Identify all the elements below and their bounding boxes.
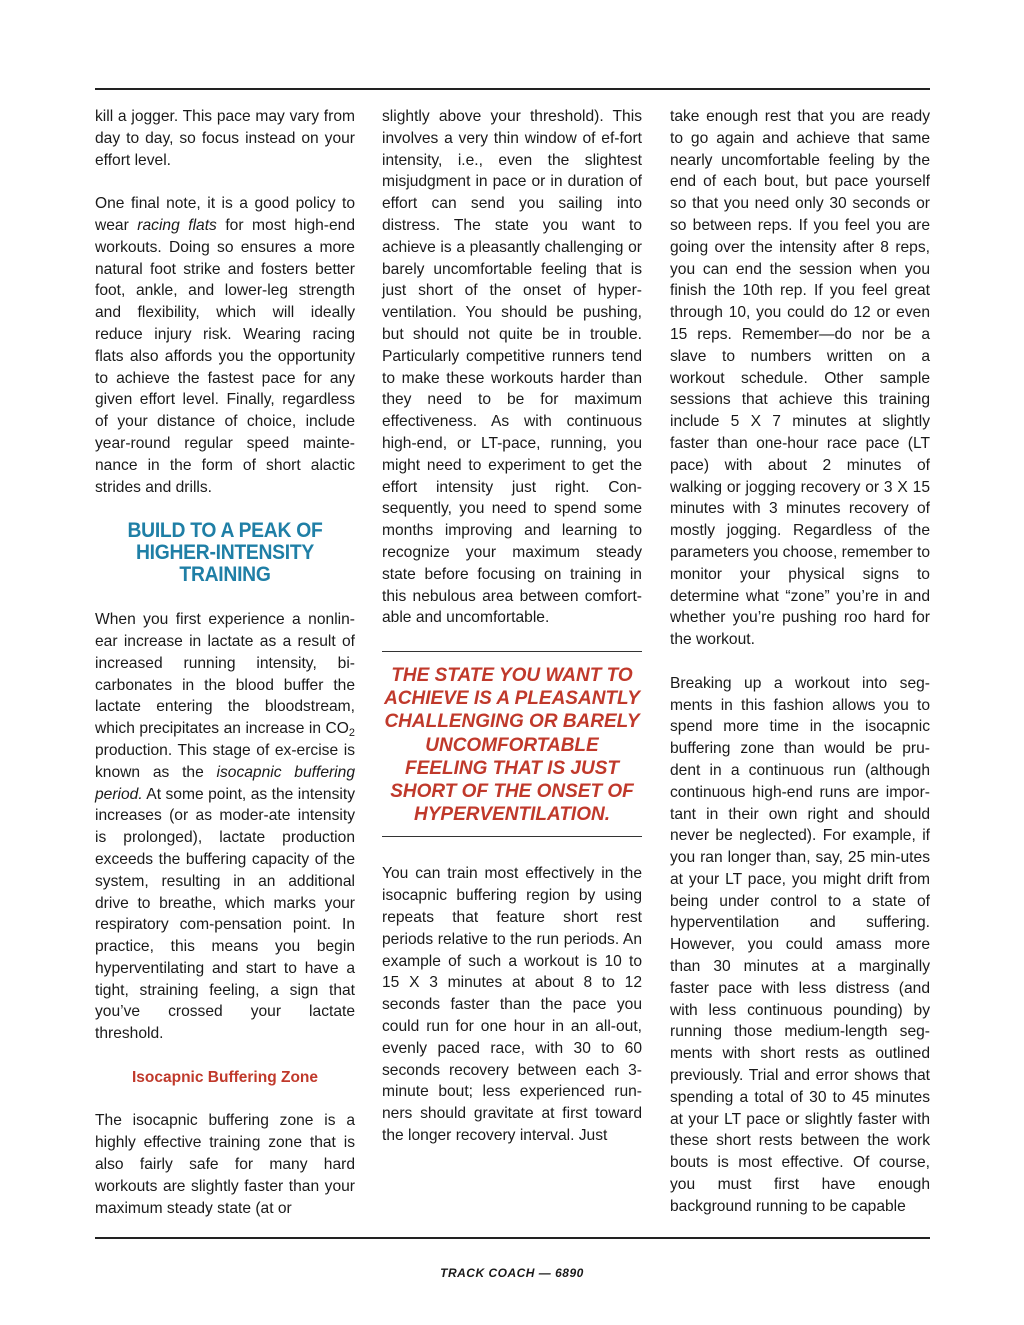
paragraph: [95, 193, 355, 498]
text-run: One final note, it is a good policy to wear: [95, 195, 355, 234]
column-1: [95, 106, 355, 1241]
text-run: When you first experience a nonlin-ear increase in lactate as a result of increased running intensity, bi-carbonates in the blood buffer the lactate entering the bloodstream, which precipitates an increase in CO: [95, 611, 355, 738]
text-run: for most high-end workouts. Doing so ensures a more natural foot strike and fosters better foot, ankle, and lower-leg strength and flexibility, which will ideally reduce injury risk. Wearing racing flats also affords you the opportunity to achieve the fastest pace for any given effort level. Finally, regardless of your distance of choice, include year-round regular speed mainte-nance in the form of short alactic strides and drills.: [95, 216, 355, 496]
emphasis-isocapnic: isocapnic buffering period.: [95, 763, 355, 803]
pull-quote-text: THE STATE YOU WANT TO ACHIEVE IS A PLEASANTLY CHALLENGING OR BARELY UNCOMFORTABLE FEELING THAT IS JUST SHORT OF THE ONSET OF HYPERVENTILATION.: [384, 664, 640, 826]
paragraph: Breaking up a workout into seg-ments in this fashion allows you to spend more time in the isocapnic buffering zone than would be pru-dent in a continuous run (although continuous high-end runs are impor-tant in their own right and should never be neglected). For example, if you ran longer than, say, 25 min-utes at your LT pace, you might drift from being under control to a state of hyperventilation and suffering. However, you could amass more than 30 minutes at a marginally faster pace with less distress (and with less continuous pounding) by running those medium-length seg-ments with short rests as outlined previously. Trial and error shows that spending a total of 30 to 45 minutes at your LT pace or slightly faster with these short rests between the work bouts is most effective. Of course, you must first have enough background running to be capable: [670, 674, 930, 1215]
column-3: [670, 106, 930, 1239]
page-footer: TRACK COACH — 6890: [440, 1266, 584, 1280]
pull-quote: [382, 651, 642, 837]
subscript: 2: [348, 727, 355, 740]
paragraph: take enough rest that you are ready to go again and achieve that same nearly uncomfortable feeling by the end of each bout, but pace yourself so that you need only 30 seconds or so between reps. If you feel you are going over the intensity after 8 reps, you can end the session when you finish the 10th rep. If you feel great through 10, you could do 12 or even 15 reps. Remember—do nor be a slave to numbers written on a workout schedule. Other sample sessions that achieve this training include 5 X 7 minutes at slightly faster than one-hour race pace (LT pace) with about 2 minutes of walking or jogging recovery or 3 X 15 minutes with 3 minutes recovery of mostly jogging. Regardless of the parameters you choose, remember to monitor your physical signs to determine what “zone” you’re in and whether you’re pushing roo hard for the workout.: [670, 108, 931, 649]
paragraph: slightly above your threshold). This involves a very thin window of ef-fort intensity, i.e., even the slightest misjudgment in pace or in duration of effort can send you sailing into distress. The state you want to achieve is a pleasantly challenging or barely uncomfortable feeling that is just short of the onset of hyper-ventilation. You should be pushing, but should not quite be in trouble. Particularly competitive runners tend to make these workouts harder than they need to be for maximum effectiveness. As with continuous high-end, or LT-pace, running, you might need to experiment to get the effort intensity just right. Con-sequently, you need to spend some months improving and learning to recognize your maximum steady state before focusing on training in this nebulous area between comfort-able and uncomfortable.: [382, 108, 642, 627]
text-run: At some point, as the intensity increases (or as moder-ate intensity is prolonged), lactate production exceeds the buffering capacity of the system, resulting in an additional drive to breathe, which marks your respiratory com-pensation point. In practice, this means you begin hyperventilating and start to have a tight, straining feeling, a sign that you’ve crossed your lactate threshold.: [95, 785, 355, 1043]
text-run: production. This stage of ex-ercise is known as the: [95, 741, 355, 781]
paragraph: [95, 609, 355, 1045]
section-heading: BUILD TO A PEAK OF HIGHER-INTENSITY TRAINING: [127, 519, 323, 587]
subheading: Isocapnic Buffering Zone: [131, 1068, 318, 1086]
bottom-rule: [95, 1237, 930, 1239]
top-rule: [95, 88, 930, 90]
paragraph: You can train most effectively in the isocapnic buffering region by using repeats that feature short rest periods relative to the run periods. An example of such a workout is 10 to 15 X 3 minutes at about 8 to 12 seconds faster than the pace you could run for one hour in an all-out, evenly paced race, with 30 to 60 seconds recovery between each 3-minute bout; less experienced run-ners should gravitate at first toward the longer recovery interval. Just: [382, 865, 642, 1144]
paragraph: kill a jogger. This pace may vary from day to day, so focus instead on your effort level.: [95, 108, 355, 169]
column-2: [382, 106, 642, 1169]
emphasis-racing-flats: racing flats: [137, 216, 217, 234]
paragraph: The isocapnic buffering zone is a highly effective training zone that is also fairly safe for many hard workouts are slightly faster than your maximum steady state (at or: [95, 1112, 355, 1217]
